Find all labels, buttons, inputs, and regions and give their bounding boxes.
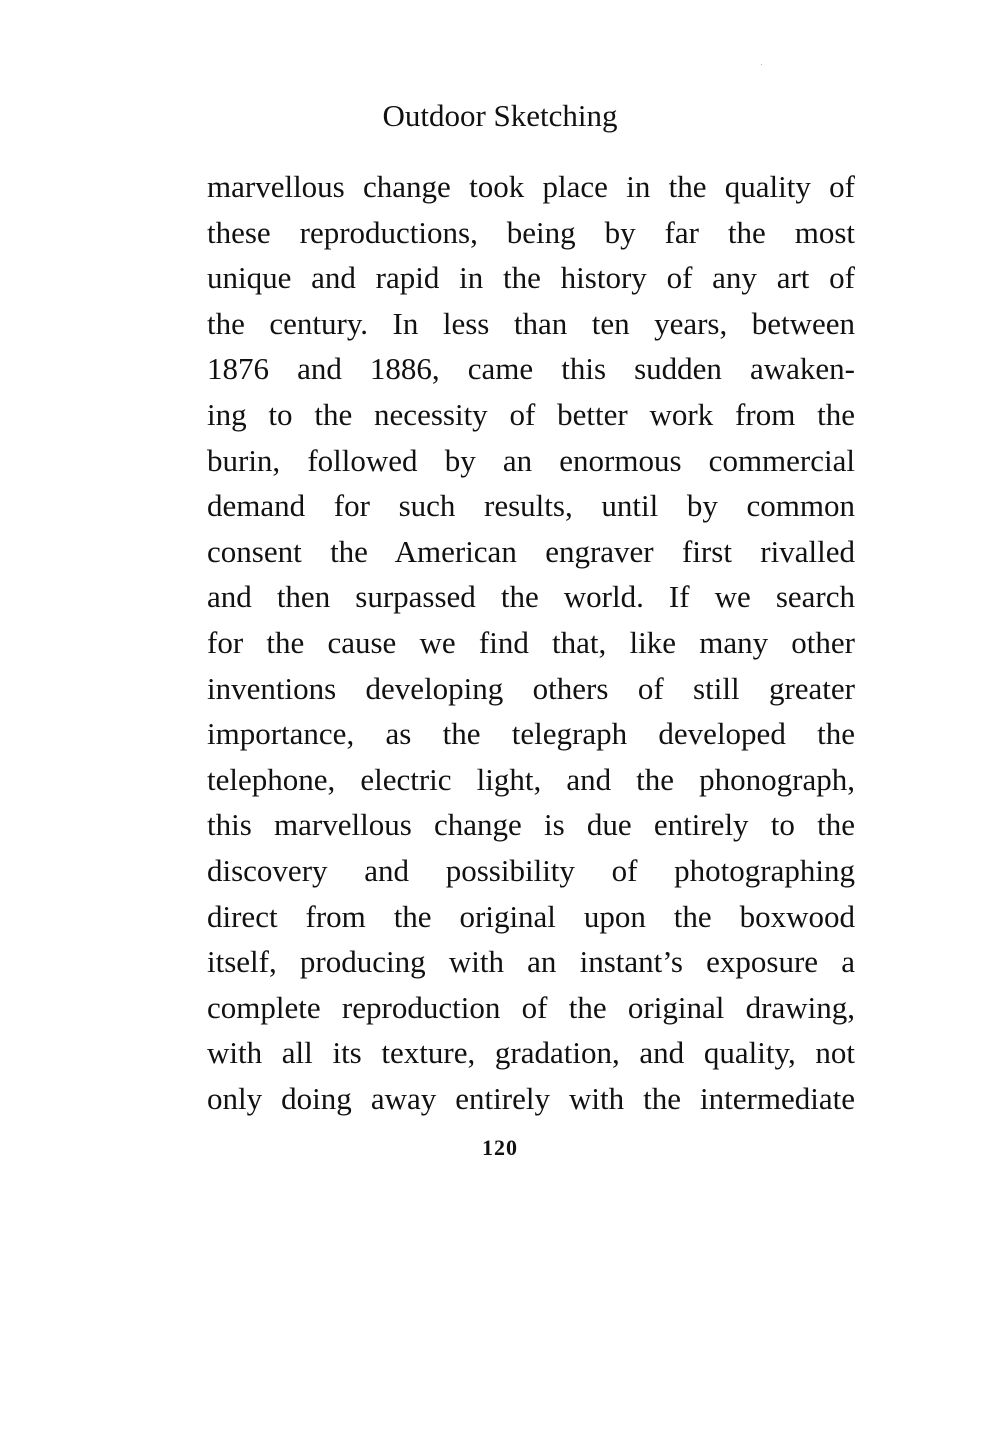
text-line: only doing away entirely with the intermediate (207, 1080, 855, 1116)
text-line: demand for such results, until by common (207, 488, 855, 524)
text-line: consent the American engraver first rivalled (207, 533, 855, 569)
text-line: burin, followed by an enormous commercial (207, 442, 855, 478)
text-line: for the cause we find that, like many other (207, 624, 855, 660)
text-line: with all its texture, gradation, and quality, not (207, 1035, 855, 1071)
text-line: itself, producing with an instant’s exposure a (207, 944, 855, 980)
text-line: and then surpassed the world. If we search (207, 579, 855, 615)
text-line: the century. In less than ten years, between (207, 305, 855, 341)
text-line: marvellous change took place in the quality of (207, 169, 855, 204)
text-line: complete reproduction of the original drawing, (207, 989, 855, 1025)
body-text (207, 164, 855, 1121)
text-line: this marvellous change is due entirely to the (207, 807, 855, 843)
scan-speck (761, 64, 762, 65)
text-line: 1876 and 1886, came this sudden awaken- (207, 351, 855, 387)
text-line: unique and rapid in the history of any art of (207, 260, 855, 296)
text-line: direct from the original upon the boxwood (207, 898, 855, 934)
text-line: inventions developing others of still greater (207, 670, 855, 706)
text-line: importance, as the telegraph developed the (207, 716, 855, 752)
running-head: Outdoor Sketching (382, 98, 618, 133)
text-line: telephone, electric light, and the phonograph, (207, 761, 855, 797)
page-number: 120 (482, 1135, 518, 1160)
text-line: ing to the necessity of better work from the (207, 396, 855, 432)
text-line: these reproductions, being by far the most (207, 214, 855, 250)
text-line: discovery and possibility of photographing (207, 852, 855, 888)
